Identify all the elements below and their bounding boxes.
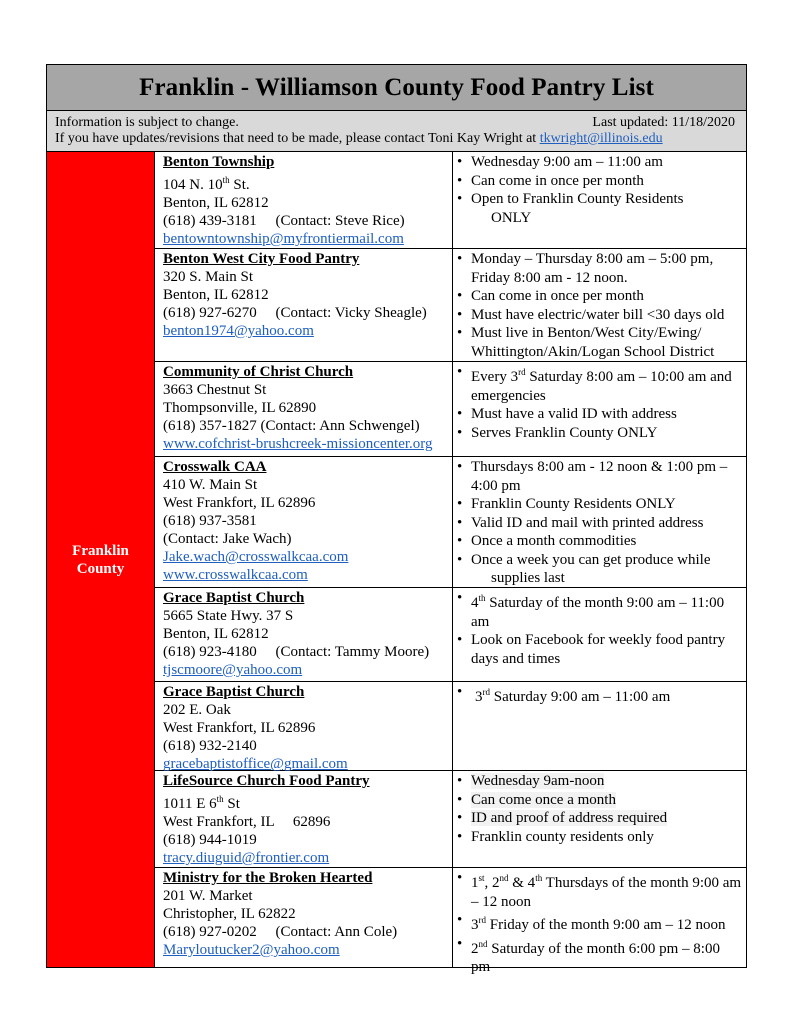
pantry-contact-cell [155, 362, 453, 456]
pantry-phone: (618) 357-1827 (Contact: Ann Schwengel) [163, 418, 420, 434]
pantry-contact-cell [155, 682, 453, 770]
note-item: • Open to Franklin County Residents ONLY [453, 190, 742, 227]
note-item: • Look on Facebook for weekly food pantry days and times [453, 631, 742, 668]
document-title: Franklin - Williamson County Food Pantry List [47, 65, 746, 111]
note-item: • 4th Saturday of the month 9:00 am – 11:00 am [453, 589, 742, 631]
note-item: • Monday – Thursday 8:00 am – 5:00 pm, Friday 8:00 am - 12 noon. [453, 250, 742, 287]
pantry-notes-cell [453, 682, 746, 770]
note-item: • Must have a valid ID with address [453, 405, 742, 424]
pantry-contact: (Contact: Jake Wach) [163, 531, 292, 547]
note-item: • Can come in once per month [453, 287, 742, 306]
pantry-email-link[interactable]: Maryloutucker2@yahoo.com [163, 942, 340, 958]
pantry-email-link[interactable]: tracy.diuguid@frontier.com [163, 850, 330, 866]
note-item: • Franklin county residents only [453, 828, 742, 847]
pantry-email-link[interactable]: benton1974@yahoo.com [163, 323, 314, 339]
pantry-notes-cell [453, 588, 746, 681]
pantry-email-link[interactable]: bentowntownship@myfrontiermail.com [163, 231, 404, 247]
pantry-row [155, 588, 746, 682]
pantry-phone: (618) 439-3181 (Contact: Steve Rice) [163, 213, 405, 229]
pantry-phone: (618) 927-6270 (Contact: Vicky Sheagle) [163, 305, 427, 321]
pantry-name: Grace Baptist Church [163, 684, 305, 700]
pantry-contact-cell [155, 249, 453, 361]
contact-text: If you have updates/revisions that need to be made, please contact Toni Kay Wright at [55, 131, 540, 146]
note-item: • Wednesday 9am-noon [453, 772, 742, 791]
pantry-phone: (618) 923-4180 (Contact: Tammy Moore) [163, 644, 430, 660]
pantry-row [155, 362, 746, 457]
pantry-address: 104 N. 10th St. [163, 175, 250, 193]
pantry-contact-cell [155, 457, 453, 587]
contact-email-link[interactable]: tkwright@illinois.edu [539, 131, 663, 146]
note-item: • Franklin County Residents ONLY [453, 495, 742, 514]
pantry-name: Crosswalk CAA [163, 459, 267, 475]
note-item: • Once a month commodities [453, 532, 742, 551]
pantry-row [155, 682, 746, 771]
pantry-address: 202 E. Oak [163, 702, 231, 718]
pantry-city: Christopher, IL 62822 [163, 906, 296, 922]
pantry-notes-cell [453, 457, 746, 587]
pantry-city: Thompsonville, IL 62890 [163, 400, 317, 416]
pantry-row [155, 152, 746, 249]
county-line2: County [76, 560, 125, 577]
pantry-notes-cell [453, 771, 746, 867]
pantry-name: LifeSource Church Food Pantry [163, 773, 370, 789]
pantry-address: 3663 Chestnut St [163, 382, 267, 398]
change-notice: Information is subject to change. [55, 115, 239, 130]
pantry-city: Benton, IL 62812 [163, 626, 269, 642]
pantry-name: Ministry for the Broken Hearted [163, 870, 373, 886]
pantry-contact-cell [155, 868, 453, 967]
note-item: • 1st, 2nd & 4th Thursdays of the month 9:00 am – 12 noon [453, 869, 742, 911]
pantry-notes-cell [453, 249, 746, 361]
pantry-name: Benton Township [163, 154, 275, 170]
note-item: • Serves Franklin County ONLY [453, 424, 742, 443]
pantry-address: 201 W. Market [163, 888, 253, 904]
note-item: • Valid ID and mail with printed address [453, 514, 742, 533]
pantry-contact-cell [155, 152, 453, 248]
note-item: • Once a week you can get produce while supplies last [453, 551, 742, 588]
pantry-email-link[interactable]: gracebaptistoffice@gmail.com [163, 756, 348, 772]
pantry-row [155, 771, 746, 868]
pantry-phone: (618) 927-0202 (Contact: Ann Cole) [163, 924, 398, 940]
pantry-row [155, 249, 746, 362]
note-item: • Can come once a month [453, 791, 742, 810]
note-item: • Must live in Benton/West City/Ewing/ Whittington/Akin/Logan School District [453, 324, 742, 361]
pantry-city: West Frankfort, IL 62896 [163, 814, 331, 830]
pantry-notes-cell [453, 868, 746, 975]
pantry-name: Grace Baptist Church [163, 590, 305, 606]
pantry-address: 5665 State Hwy. 37 S [163, 608, 294, 624]
pantry-address: 320 S. Main St [163, 269, 254, 285]
county-label [47, 152, 155, 967]
pantry-email-link[interactable]: Jake.wach@crosswalkcaa.com [163, 549, 349, 565]
pantry-name: Benton West City Food Pantry [163, 251, 360, 267]
pantry-city: Benton, IL 62812 [163, 287, 269, 303]
pantry-email-link[interactable]: tjscmoore@yahoo.com [163, 662, 303, 678]
pantry-row [155, 868, 746, 975]
pantry-phone: (618) 937-3581 [163, 513, 257, 529]
pantry-phone: (618) 944-1019 [163, 832, 257, 848]
county-line1: Franklin [72, 542, 129, 559]
note-item: • 3rd Friday of the month 9:00 am – 12 noon [453, 911, 742, 935]
note-item: • 2nd Saturday of the month 6:00 pm – 8:00 pm [453, 935, 742, 977]
note-item: • Wednesday 9:00 am – 11:00 am [453, 153, 742, 172]
note-item: • Thursdays 8:00 am - 12 noon & 1:00 pm – 4:00 pm [453, 458, 742, 495]
pantry-contact-cell [155, 588, 453, 681]
note-item: • Must have electric/water bill <30 days old [453, 306, 742, 325]
note-item: • Every 3rd Saturday 8:00 am – 10:00 am and emergencies [453, 363, 742, 405]
pantry-website-link[interactable]: www.cofchrist-brushcreek-missioncenter.org [163, 436, 433, 452]
pantry-website-link[interactable]: www.crosswalkcaa.com [163, 567, 308, 583]
pantry-address: 410 W. Main St [163, 477, 258, 493]
pantry-contact-cell [155, 771, 453, 867]
info-banner [47, 111, 746, 152]
pantry-phone: (618) 932-2140 [163, 738, 257, 754]
pantry-name: Community of Christ Church [163, 364, 354, 380]
pantry-row [155, 457, 746, 588]
pantry-address: 1011 E 6th St [163, 794, 240, 812]
pantry-notes-cell [453, 152, 746, 248]
note-item: • Can come in once per month [453, 172, 742, 191]
pantry-city: West Frankfort, IL 62896 [163, 720, 316, 736]
pantry-city: West Frankfort, IL 62896 [163, 495, 316, 511]
note-item: • 3rd Saturday 9:00 am – 11:00 am [453, 683, 742, 707]
pantry-city: Benton, IL 62812 [163, 195, 269, 211]
pantry-notes-cell [453, 362, 746, 456]
pantry-list-document [46, 64, 747, 975]
note-item: • ID and proof of address required [453, 809, 742, 828]
last-updated: Last updated: 11/18/2020 [592, 115, 735, 130]
